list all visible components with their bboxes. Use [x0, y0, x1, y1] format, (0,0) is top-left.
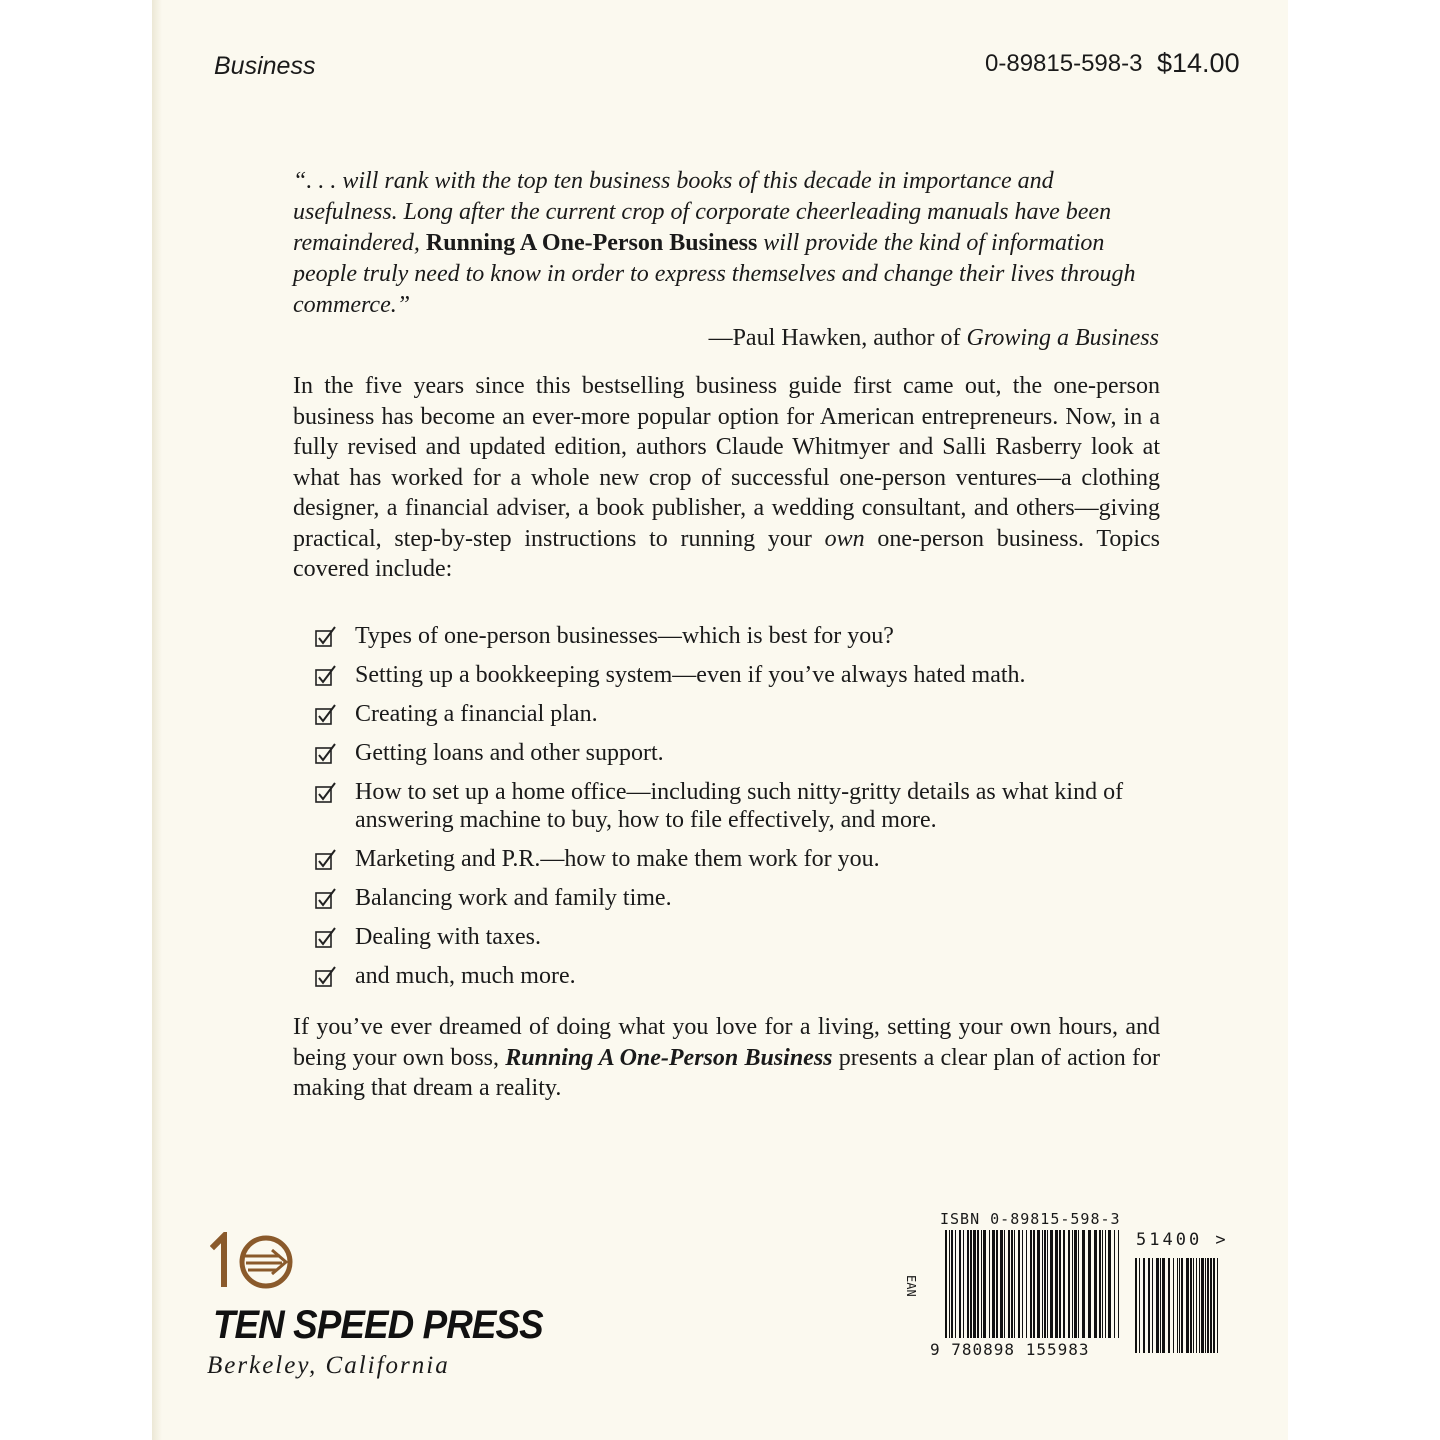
attribution-author: —Paul Hawken, author of	[708, 325, 967, 351]
topic-item	[315, 700, 1175, 728]
topic-label: Setting up a bookkeeping system—even if you’ve always hated math.	[355, 662, 1026, 688]
quote-text-start: “. . . will rank with the top ten business books of this decade in importance and usefulness. Long after the current crop of corporate cheerleading manuals have been remaindered,	[293, 168, 1112, 256]
publisher-city: Berkeley, California	[207, 1352, 450, 1379]
category-label: Business	[214, 52, 316, 80]
price-label: $14.00	[1157, 48, 1240, 78]
topic-item	[315, 661, 1175, 689]
closing-text-start: If you’ve ever dreamed of doing what you love for a living, setting your own hours, and being your own boss,	[293, 1014, 1160, 1071]
topic-item	[315, 622, 1175, 650]
barcode-isbn-label: ISBN 0-89815-598-3	[940, 1210, 1121, 1228]
checkbox-checked-icon	[315, 888, 337, 910]
quote-text-end: will provide the kind of information people truly need to know in order to express themselves and change their lives through commerce.”	[293, 230, 1136, 318]
topic-item	[315, 739, 1175, 767]
checkbox-checked-icon	[315, 966, 337, 988]
quote-book-title: Running A One-Person Business	[425, 230, 758, 256]
publisher-name: TEN SPEED PRESS	[213, 1303, 543, 1347]
review-quote	[293, 166, 1163, 321]
checkbox-checked-icon	[315, 665, 337, 687]
topic-item	[315, 778, 1175, 834]
topics-list	[315, 622, 1175, 1001]
checkbox-checked-icon	[315, 849, 337, 871]
addon-digits: 51400 >	[1136, 1230, 1229, 1250]
topic-item	[315, 962, 1175, 990]
description-emphasis: own	[824, 525, 865, 552]
topic-label: Marketing and P.R.—how to make them work for you.	[355, 846, 880, 872]
topic-label: Balancing work and family time.	[355, 885, 672, 911]
quote-attribution	[293, 325, 1159, 352]
attribution-book-title: Growing a Business	[966, 325, 1159, 351]
closing-text-end: presents a clear plan of action for making that dream a reality.	[293, 1044, 1160, 1101]
checkbox-checked-icon	[315, 626, 337, 648]
topic-label: Getting loans and other support.	[355, 740, 664, 766]
ean-digits: 9 780898 155983	[930, 1340, 1090, 1359]
topic-label: and much, much more.	[355, 963, 576, 989]
ean-label: EAN	[904, 1275, 918, 1297]
topic-item	[315, 884, 1175, 912]
topic-label: How to set up a home office—including such nitty-gritty details as what kind of answering machine to buy, how to file effectively, and more.	[355, 779, 1124, 833]
checkbox-checked-icon	[315, 927, 337, 949]
description-text-end: one-person business. Topics covered include:	[293, 525, 1160, 582]
closing-paragraph	[293, 1012, 1160, 1104]
topic-label: Types of one-person businesses—which is best for you?	[355, 623, 894, 649]
topic-label: Creating a financial plan.	[355, 701, 598, 727]
description-paragraph	[293, 371, 1160, 585]
isbn-number: 0-89815-598-3	[985, 50, 1143, 77]
description-text-start: In the five years since this bestselling business guide first came out, the one-person business has become an ever-more popular option for American entrepreneurs. Now, in a fully revised and updated edition, authors Claude Whitmyer and Salli Rasberry look at what has worked for a whole new crop of successful one-person ventures—a clothing designer, a financial adviser, a book publisher, a wedding consultant, and others—giving practical, step-by-step instructions to running your	[293, 373, 1160, 552]
checkbox-checked-icon	[315, 782, 337, 804]
ten-speed-logo-icon	[210, 1232, 300, 1292]
checkbox-checked-icon	[315, 743, 337, 765]
topic-label: Dealing with taxes.	[355, 924, 541, 950]
topic-item	[315, 923, 1175, 951]
closing-book-title: Running A One-Person Business	[505, 1044, 833, 1071]
checkbox-checked-icon	[315, 704, 337, 726]
topic-item	[315, 845, 1175, 873]
